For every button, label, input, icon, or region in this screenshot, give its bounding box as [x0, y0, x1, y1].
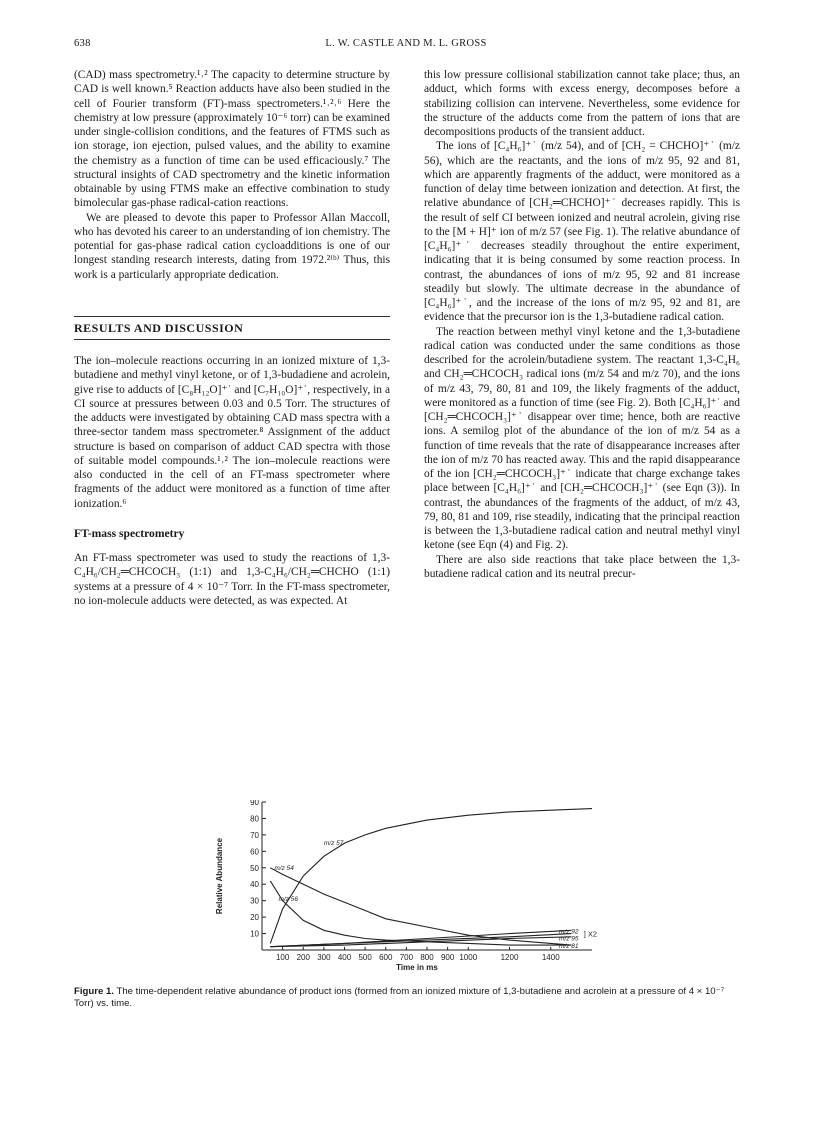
x-tick-label: 400 [337, 953, 352, 962]
series-label: m/z 92 [559, 928, 579, 936]
right-column [424, 68, 740, 581]
section-rule-top [74, 316, 390, 317]
right-paragraph-4: There are also side reactions that take place between the 1,3-butadiene radical cation and its neutral precur- [424, 553, 740, 580]
y-tick-label: 30 [250, 896, 259, 906]
running-head: L. W. CASTLE AND M. L. GROSS [325, 38, 487, 49]
caption-label: Figure 1. [74, 986, 114, 997]
series-label: m/z 57 [323, 840, 344, 848]
figure-1 [210, 800, 770, 980]
y-tick-label: 20 [250, 913, 259, 923]
x-tick-label: 900 [440, 953, 455, 962]
section-heading: RESULTS AND DISCUSSION [74, 320, 244, 335]
y-tick-label: 10 [250, 929, 259, 939]
left-paragraph-3: The ion–molecule reactions occurring in an ionized mixture of 1,3-butadiene and methyl vinyl ketone, or of 1,3-budadiene and acrolein, give rise to adducts of [C₈H₁₂O]⁺˙ and [C₇H₁₀O]⁺˙, respectively, in a CI source at pressures between 0.03 and 0.5 Torr. The structures of the adducts were investigated by obtaining CAD mass spectra with a three-sector tandem mass spectrometer.⁸ Assignment of the adduct structure is based on comparison of adduct CAD spectra with those of suitable model compounds.¹˒² The ion–molecule reactions were also conducted in the cell of an FT-mass spectrometer where fragments of the adduct were monitored as a function of time after ionization.⁶ [74, 355, 390, 510]
left-paragraph-1: (CAD) mass spectrometry.¹˒² The capacity to determine structure by CAD is well known.⁵ Reaction adducts have also been studied in the cell of Fourier transform (FT)-mass spectrometers.¹˒²˒⁶ Here the chemistry at low pressure (approximately 10⁻⁶ torr) can be examined under single-collision conditions, and the features of FTMS such as ion storage, ion ejection, pulsed values, and the ability to examine the chemistry as a function of time can be used efficaciously.⁷ The structural insights of CAD spectrometry and the kinetic information obtainable by using FTMS make an effective combination to study bimolecular gas-phase radical-cation reactions. [74, 69, 390, 210]
series-label: m/z 81 [559, 942, 579, 950]
right-paragraph-2: The ions of [C₄H₆]⁺˙ (m/z 54), and of [CH₂ = CHCHO]⁺˙ (m/z 56), which are the reactants, and the ions of m/z 95, 92 and 81, which are apparently fragments of the adduct, were monitored as a function of delay time between ionization and detection. At first, the relative abundance of [CH₂═CHCHO]⁺˙ decreases rapidly. This is the result of self CI between ionized and neutral acrolein, giving rise to the [M + H]⁺ ion of m/z 57 (see Fig. 1). The relative abundance of [C₄H₆]⁺˙ decreases steadily throughout the entire experiment, indicating that it is being consumed by some reaction process. In contrast, the abundances of ions of m/z 95, 92 and 81 increase steadily but slowly. The ultimate decrease in the abundance of [C₄H₆]⁺˙, and the increase of the ions of m/z 95, 92 and 81, are evidence that the precursor ion is the 1,3-butadiene radical cation. [424, 140, 740, 324]
x-tick-label: 1000 [459, 953, 478, 962]
x-tick-label: 300 [317, 953, 331, 962]
x2-annotation: ] X2 [583, 929, 598, 939]
x-tick-label: 600 [379, 953, 393, 962]
y-tick-label: 60 [250, 847, 259, 857]
x-tick-label: 700 [399, 953, 414, 962]
abundance-chart [210, 800, 770, 980]
figure-caption [74, 986, 740, 1010]
series-label: m/z 54 [274, 864, 294, 872]
y-axis-label: Relative Abundance [215, 837, 224, 915]
x-tick-label: 1400 [541, 953, 560, 962]
series-label: m/z 56 [278, 896, 299, 904]
x-tick-label: 800 [420, 953, 434, 962]
page-header [74, 38, 738, 52]
subsection-heading: FT-mass spectrometry [74, 526, 185, 540]
x-tick-label: 500 [358, 953, 372, 962]
right-paragraph-1: this low pressure collisional stabilization cannot take place; thus, an adduct, which forms with excess energy, decomposes before a stabilizing collision can intervene. Nevertheless, some evidence for the structure of the adducts come from the pattern of ions that are decompositions products of the transient adduct. [424, 69, 740, 138]
left-paragraph-4: An FT-mass spectrometer was used to study the reactions of 1,3-C₄H₆/CH₂═CHCOCH₃ (1:1) and 1,3-C₄H₆/CH₂═CHCHO (1:1) systems at a pressure of 4 × 10⁻⁷ Torr. In the FT-mass spectrometer, no ion-molecule adducts were detected, as was expected. At [74, 552, 390, 607]
caption-text: The time-dependent relative abundance of product ions (formed from an ionized mixture of 1,3-butadiene and acrolein at a pressure of 4 × 10⁻⁷ Torr) vs. time. [74, 986, 725, 1009]
x-axis-label: Time in ms [396, 963, 438, 972]
left-column [74, 68, 390, 608]
y-tick-label: 70 [250, 830, 259, 840]
series-line-m-z-54 [270, 868, 571, 945]
y-tick-label: 90 [250, 800, 259, 807]
x-tick-label: 200 [296, 953, 310, 962]
y-tick-label: 40 [250, 880, 259, 890]
x-tick-label: 100 [275, 953, 290, 962]
y-tick-label: 50 [250, 863, 259, 873]
series-line-m-z-57 [270, 809, 592, 944]
left-paragraph-2: We are pleased to devote this paper to Professor Allan Maccoll, who has devoted his career to an understanding of ion chemistry. The potential for gas-phase radical cation cycloadditions is one of our longest standing research interests, dating from 1972.²⁽ᵇ⁾ Thus, this work is a particularly appropriate dedication. [74, 211, 391, 281]
x-tick-label: 1200 [500, 953, 519, 962]
y-tick-label: 80 [250, 814, 259, 824]
series-label: m/z 95 [559, 935, 579, 943]
right-paragraph-3: The reaction between methyl vinyl ketone and the 1,3-butadiene radical cation was conducted under the same conditions as those described for the acrolein/butadiene system. The reactant 1,3-C₄H₆ and CH₂═CHCOCH₃ radical ions (m/z 54 and m/z 70), and the ions of m/z 43, 79, 80, 81 and 109, the likely fragments of the adduct, were monitored as a function of time (see Fig. 2). Both [C₄H₆]⁺˙ and [CH₂═CHCOCH₃]⁺˙ disappear over time; hence, both are reactive ions. A semilog plot of the abundance of the ion of m/z 54 as a function of time reveals that the rate of disappearance increases after the ion of m/z 70 has reacted away. This and the rapid disappearance of the ion [CH₂═CHCOCH₃]⁺˙ indicate that charge exchange takes place between [C₄H₆]⁺˙ and [CH₂═CHCOCH₃]⁺˙ (see Eqn (3)). In contrast, the abundances of the fragments of the adduct, of m/z 43, 79, 80, 81 and 109, rise steadily, indicating that the principal reaction is between the 1,3-butadiene radical cation and neutral methyl vinyl ketone (see Eqn (4) and Fig. 2). [424, 325, 740, 552]
page-number: 638 [74, 38, 91, 49]
